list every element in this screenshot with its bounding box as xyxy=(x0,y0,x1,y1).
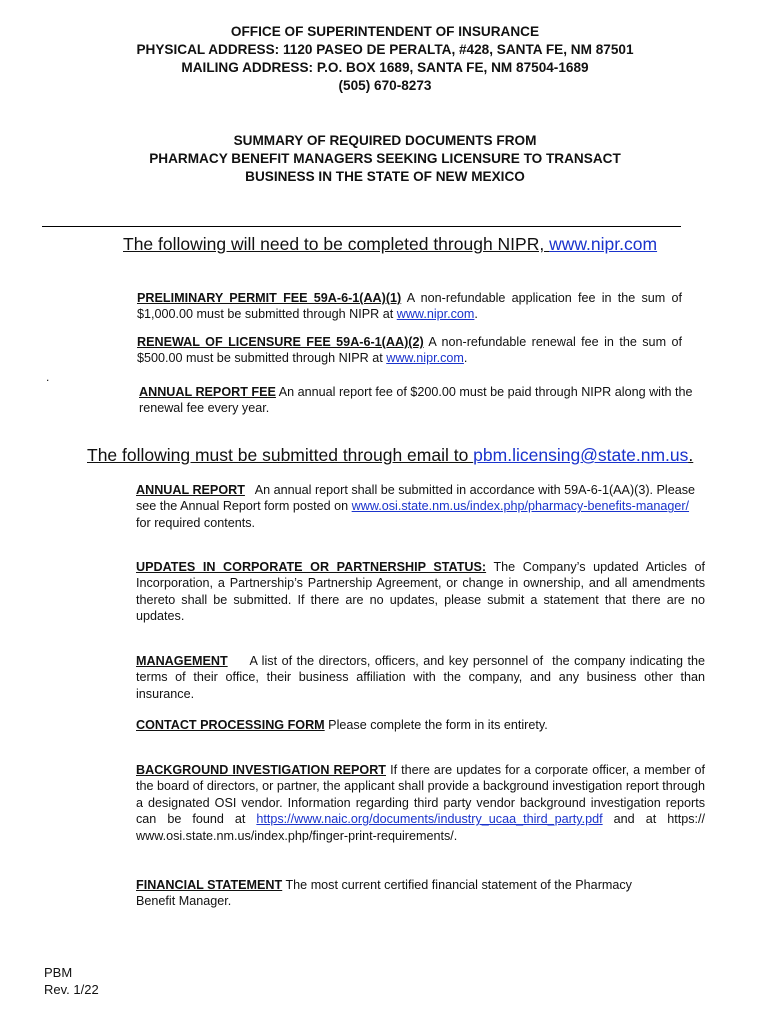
renewal-fee-link[interactable]: www.nipr.com xyxy=(386,351,464,366)
financial-statement-item xyxy=(136,877,636,910)
financial-statement-label: FINANCIAL STATEMENT xyxy=(136,878,283,892)
preliminary-permit-fee-link[interactable]: www.nipr.com xyxy=(396,307,475,322)
background-investigation-item xyxy=(136,762,705,844)
background-investigation-label: BACKGROUND INVESTIGATION REPORT xyxy=(136,763,386,777)
office-name: OFFICE OF SUPERINTENDENT OF INSURANCE xyxy=(230,24,540,39)
preliminary-permit-fee-item xyxy=(137,290,682,323)
physical-address: PHYSICAL ADDRESS: 1120 PASEO DE PERALTA, #428, SANTA FE, NM 87501 xyxy=(136,42,634,57)
contact-processing-form-item xyxy=(136,717,705,733)
annual-report-text: An annual report shall be submitted in accordance with 59A-6-1(AA)(3). Please see the Annual Report form posted on xyxy=(136,483,699,514)
email-heading-end: . xyxy=(688,445,694,465)
financial-statement-text: The most current certified financial statement of the Pharmacy Benefit Manager. xyxy=(136,878,632,909)
background-investigation-end: and at https:// www.osi.state.nm.us/index.php/finger-print-requirements/. xyxy=(136,812,706,843)
preliminary-permit-fee-end: . xyxy=(474,307,478,322)
renewal-fee-text: A non-refundable renewal fee in the sum of $500.00 must be submitted through NIPR at xyxy=(137,335,682,366)
contact-processing-form-label: CONTACT PROCESSING FORM xyxy=(136,718,325,732)
contact-processing-form-text: Please complete the form in its entirety. xyxy=(324,718,548,732)
management-label: MANAGEMENT xyxy=(136,654,228,668)
annual-report-fee-item xyxy=(139,384,731,417)
annual-report-fee-label: ANNUAL REPORT FEE xyxy=(139,385,276,399)
email-heading-text: The following must be submitted through email to xyxy=(87,445,474,465)
preliminary-permit-fee-text: A non-refundable application fee in the sum of $1,000.00 must be submitted through NIPR at xyxy=(137,291,682,322)
revision-date: Rev. 1/22 xyxy=(44,982,99,997)
document-title-line-3: BUSINESS IN THE STATE OF NEW MEXICO xyxy=(245,169,525,184)
annual-report-fee-text: An annual report fee of $200.00 must be paid through NIPR along with the renewal fee every year. xyxy=(139,385,693,416)
phone-number: (505) 670-8273 xyxy=(338,78,432,93)
nipr-heading-link[interactable]: www.nipr.com xyxy=(549,234,658,254)
updates-label: UPDATES IN CORPORATE OR PARTNERSHIP STATUS: xyxy=(136,560,487,574)
divider xyxy=(42,226,681,227)
document-title-line-2: PHARMACY BENEFIT MANAGERS SEEKING LICENSURE TO TRANSACT xyxy=(149,151,621,166)
preliminary-permit-fee-label: PRELIMINARY PERMIT FEE 59A-6-1(AA)(1) xyxy=(137,291,402,305)
management-text: A list of the directors, officers, and key personnel of the company indicating the terms of their office, their business affiliation with the company, and any business other than insurance. xyxy=(136,654,709,701)
updates-item xyxy=(136,559,705,625)
nipr-section-heading xyxy=(123,233,657,255)
mailing-address: MAILING ADDRESS: P.O. BOX 1689, SANTA FE, NM 87504-1689 xyxy=(181,60,589,75)
management-item xyxy=(136,653,709,702)
email-heading-link[interactable]: pbm.licensing@state.nm.us xyxy=(473,445,689,465)
renewal-fee-label: RENEWAL OF LICENSURE FEE 59A-6-1(AA)(2) xyxy=(137,335,424,349)
annual-report-label: ANNUAL REPORT xyxy=(136,483,245,497)
form-code: PBM xyxy=(44,965,73,980)
email-section-heading xyxy=(87,444,693,466)
renewal-fee-item xyxy=(137,334,682,367)
updates-text: The Company’s updated Articles of Incorporation, a Partnership’s Partnership Agreement, or change in ownership, and all amendments thereto shall be submitted. If there are no updates, please submit a statement that there are no updates. xyxy=(136,560,705,624)
background-investigation-text: If there are updates for a corporate officer, a member of the board of directors, or partner, the applicant shall provide a background investigation report through a designated OSI vendor. Information regarding third party vendor background investigation reports can be found at xyxy=(136,763,705,827)
renewal-fee-end: . xyxy=(463,351,468,366)
annual-report-end: for required contents. xyxy=(136,515,256,530)
document-title-line-1: SUMMARY OF REQUIRED DOCUMENTS FROM xyxy=(233,133,537,148)
annual-report-link[interactable]: www.osi.state.nm.us/index.php/pharmacy-benefits-manager/ xyxy=(351,499,690,514)
nipr-heading-text: The following will need to be completed through NIPR, xyxy=(123,234,550,254)
annual-report-item xyxy=(136,482,699,531)
stray-mark: . xyxy=(46,370,50,384)
background-investigation-link[interactable]: https://www.naic.org/documents/industry_ucaa_third_party.pdf xyxy=(256,812,603,827)
